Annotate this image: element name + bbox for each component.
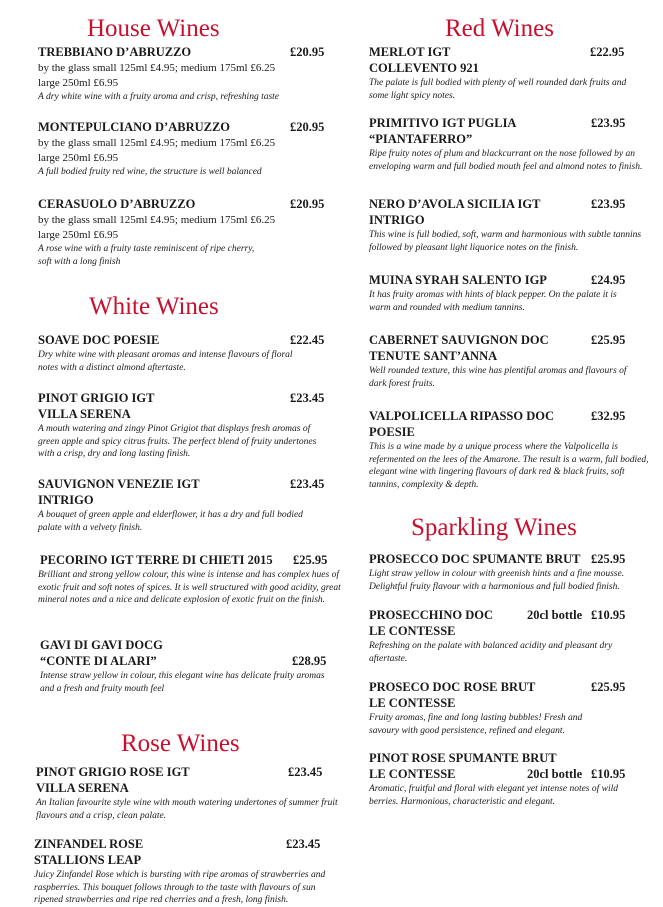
- wine-item-gavi: [40, 637, 340, 695]
- glass-prices-large: large 250ml £6.95: [38, 229, 119, 241]
- wine-price: £25.95: [591, 680, 626, 694]
- wine-name: PECORINO IGT TERRE DI CHIETI 2015: [40, 553, 273, 567]
- wine-producer: TENUTE SANT’ANNA: [369, 349, 498, 363]
- wine-description: Juicy Zinfandel Rose which is bursting with ripe aromas of strawberries and raspberries. This bouquet follows through to the taste with flavours of sun ripened strawberries and ripe red cherries and a fresh, long finish.: [34, 870, 326, 905]
- wine-item-cerasuolo: [38, 196, 333, 268]
- wine-description: It has fruity aromas with hints of black pepper. On the palate it is warm and rounded with medium tannins.: [369, 290, 617, 313]
- wine-description: The palate is full bodied with plenty of well rounded dark fruits and some light spicy notes.: [369, 78, 627, 101]
- wine-name: PRIMITIVO IGT PUGLIA: [369, 116, 517, 130]
- wine-price: £23.45: [286, 837, 321, 851]
- wine-price: £22.95: [590, 45, 625, 59]
- house-wines-heading: House Wines: [87, 15, 220, 42]
- wine-name: PROSECCHINO DOC: [369, 608, 493, 622]
- wine-description: A bouquet of green apple and elderflower, it has a dry and full bodied palate with a velvety finish.: [38, 510, 303, 533]
- sparkling-wines-heading: Sparkling Wines: [411, 514, 577, 541]
- wine-name: PROSECCO DOC SPUMANTE BRUT: [369, 552, 581, 566]
- wine-producer: POESIE: [369, 425, 415, 439]
- wine-producer: INTRIGO: [369, 213, 425, 227]
- white-wines-heading: White Wines: [89, 293, 219, 320]
- wine-description: Ripe fruity notes of plum and blackcurrant on the nose followed by an enveloping warm and full bodied mouth feel and almond notes to finish.: [369, 149, 643, 172]
- wine-name: SAUVIGNON VENEZIE IGT: [38, 477, 200, 491]
- wine-price: £22.45: [290, 333, 325, 347]
- wine-description: A full bodied fruity red wine, the structure is well balanced: [38, 167, 262, 177]
- wine-name: GAVI DI GAVI DOCG: [40, 638, 163, 652]
- glass-prices: by the glass small 125ml £4.95; medium 175ml £6.25: [38, 62, 276, 74]
- wine-item-merlot: [369, 44, 659, 102]
- wine-producer: LE CONTESSE: [369, 624, 456, 638]
- wine-price: £23.45: [290, 391, 325, 405]
- wine-price: £23.95: [591, 197, 626, 211]
- wine-producer: INTRIGO: [38, 493, 94, 507]
- wine-item-sauvignon: [38, 476, 338, 534]
- wine-name: CERASUOLO D’ABRUZZO: [38, 197, 196, 211]
- wine-description: Fruity aromas, fine and long lasting bubbles! Fresh and savoury with good persistence, refined and elegant.: [369, 713, 583, 736]
- wine-price: £10.95: [591, 767, 626, 781]
- wine-item-muina-syrah: [369, 272, 659, 314]
- wine-item-montepulciano: [38, 119, 333, 179]
- wine-description: A rose wine with a fruity taste reminiscent of ripe cherry, soft with a long finish: [38, 244, 255, 267]
- wine-name: MONTEPULCIANO D’ABRUZZO: [38, 120, 231, 134]
- wine-producer: COLLEVENTO 921: [369, 61, 479, 75]
- glass-prices-large: large 250ml £6.95: [38, 77, 119, 89]
- wine-price: £23.45: [288, 765, 323, 779]
- wine-producer: LE CONTESSE: [369, 696, 456, 710]
- wine-name: PINOT ROSE SPUMANTE BRUT: [369, 751, 557, 765]
- wine-name: NERO D’AVOLA SICILIA IGT: [369, 197, 541, 211]
- wine-item-prosecchino: [369, 607, 659, 665]
- wine-item-pinot-grigio-rose: [36, 764, 341, 822]
- wine-name: MERLOT IGT: [369, 45, 451, 59]
- wine-item-prosecco: [369, 551, 659, 593]
- wine-item-pecorino: [40, 552, 345, 607]
- wine-description: Brilliant and strong yellow colour, this wine is intense and has complex hues of exotic fruit and soft notes of spices. It is well structured with good acidity, great mineral notes and a nice and delicate explosion of exotic fruit on the finish.: [38, 570, 341, 605]
- wine-price: £20.95: [290, 45, 325, 59]
- wine-name: MUINA SYRAH SALENTO IGP: [369, 273, 547, 287]
- bottle-size: 20cl bottle: [527, 608, 583, 622]
- wine-name: PROSECO DOC ROSE BRUT: [369, 680, 536, 694]
- wine-item-pinot-rose: [369, 750, 659, 808]
- glass-prices-large: large 250ml £6.95: [38, 152, 119, 164]
- wine-description: A dry white wine with a fruity aroma and crisp, refreshing taste: [38, 92, 280, 102]
- wine-item-trebbiano: [38, 44, 333, 104]
- wine-price: £23.45: [290, 477, 325, 491]
- wine-item-zinfandel: [34, 836, 339, 907]
- wine-description: This wine is full bodied, soft, warm and harmonious with subtle tannins followed by pleasant light liquorice notes on the finish.: [369, 230, 642, 253]
- bottle-size: 20cl bottle: [527, 767, 583, 781]
- rose-wines-heading: Rose Wines: [121, 730, 240, 757]
- wine-description: Intense straw yellow in colour, this elegant wine has delicate fruity aromas and a fresh and fruity mouth feel: [40, 671, 325, 694]
- wine-description: A mouth watering and zingy Pinot Grigiot that displays fresh aromas of green apple and spicy citrus fruits. The perfect blend of fruity undertones with a crisp, dry and long lasting finish.: [38, 424, 317, 459]
- wine-producer: VILLA SERENA: [38, 407, 131, 421]
- wine-item-pinot-grigio: [38, 390, 338, 461]
- wine-price: £24.95: [591, 273, 626, 287]
- wine-item-soave: [38, 332, 338, 374]
- wine-item-valpolicella: [369, 408, 659, 491]
- wine-name: PINOT GRIGIO IGT: [38, 391, 155, 405]
- wine-price: £25.95: [591, 333, 626, 347]
- wine-item-nero-davola: [369, 196, 659, 254]
- wine-price: £23.95: [591, 116, 626, 130]
- wine-price: £28.95: [292, 654, 327, 668]
- wine-description: Well rounded texture, this wine has plentiful aromas and flavours of dark forest fruits.: [369, 366, 627, 389]
- wine-price: £25.95: [293, 553, 328, 567]
- glass-prices: by the glass small 125ml £4.95; medium 175ml £6.25: [38, 137, 276, 149]
- wine-price: £25.95: [591, 552, 626, 566]
- wine-description: An Italian favourite style wine with mouth watering undertones of summer fruit flavours and a crisp, clean palate.: [36, 798, 338, 821]
- wine-producer: STALLIONS LEAP: [34, 853, 142, 867]
- wine-description: Aromatic, fruitful and floral with elegant yet intense notes of wild berries. Harmonious, characteristic and elegant.: [369, 784, 619, 807]
- glass-prices: by the glass small 125ml £4.95; medium 175ml £6.25: [38, 214, 276, 226]
- wine-price: £20.95: [290, 197, 325, 211]
- wine-item-cabernet: [369, 332, 659, 390]
- wine-description: This is a wine made by a unique process where the Valpolicella is refermented on the lees of the Amarone. The result is a warm, full bodied, elegant wine with lingering flavours of dark red & black fruits, soft tannins, complexity & depth.: [369, 442, 649, 490]
- wine-producer: VILLA SERENA: [36, 781, 129, 795]
- wine-description: Refreshing on the palate with balanced acidity and pleasant dry aftertaste.: [369, 641, 613, 664]
- wine-item-prosecco-rose: [369, 679, 659, 737]
- wine-name: TREBBIANO D’ABRUZZO: [38, 45, 192, 59]
- wine-name: CABERNET SAUVIGNON DOC: [369, 333, 549, 347]
- wine-price: £10.95: [591, 608, 626, 622]
- wine-item-primitivo: [369, 115, 659, 173]
- wine-name: VALPOLICELLA RIPASSO DOC: [369, 409, 554, 423]
- wine-producer: LE CONTESSE: [369, 767, 456, 781]
- wine-name: PINOT GRIGIO ROSE IGT: [36, 765, 190, 779]
- wine-producer: “PIANTAFERRO”: [369, 132, 473, 146]
- wine-description: Dry white wine with pleasant aromas and intense flavours of floral notes with a distinct almond aftertaste.: [38, 350, 293, 373]
- red-wines-heading: Red Wines: [445, 15, 554, 42]
- wine-name: ZINFANDEL ROSE: [34, 837, 144, 851]
- wine-description: Light straw yellow in colour with greenish hints and a fine mousse. Delightful fruity flavour with a harmonious and full bodied finish.: [369, 569, 625, 592]
- wine-name: SOAVE DOC POESIE: [38, 333, 160, 347]
- wine-price: £20.95: [290, 120, 325, 134]
- wine-price: £32.95: [591, 409, 626, 423]
- wine-producer: “CONTE DI ALARI”: [40, 654, 157, 668]
